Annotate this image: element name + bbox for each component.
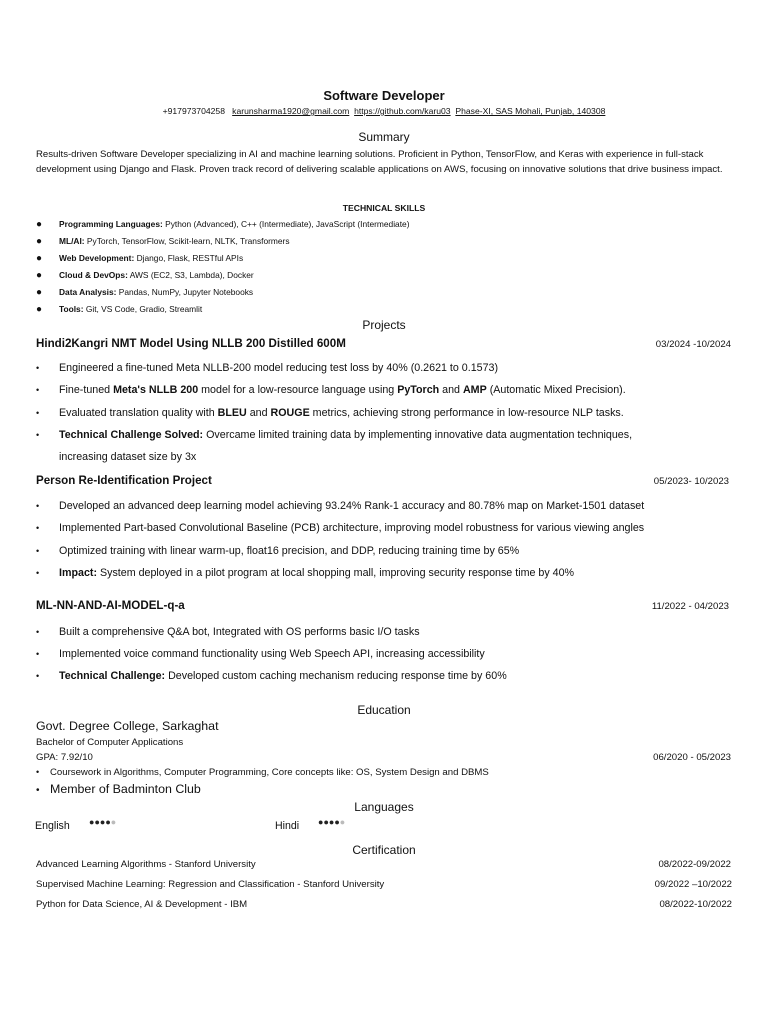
level-dot-icon: ● xyxy=(99,817,106,827)
bullet-icon: • xyxy=(36,523,40,533)
gpa: GPA: 7.92/10 xyxy=(36,752,93,763)
contact-line xyxy=(0,106,768,116)
bullet-icon: • xyxy=(36,785,40,796)
bullet-icon: • xyxy=(36,430,40,440)
skill-item: ● Data Analysis: Pandas, NumPy, Jupyter Notebooks xyxy=(36,287,254,298)
education-heading: Education xyxy=(357,703,411,717)
skills-heading: TECHNICAL SKILLS xyxy=(342,203,426,213)
bullet-icon: ● xyxy=(36,270,43,281)
languages-heading: Languages xyxy=(354,800,414,814)
skill-item: ● Tools: Git, VS Code, Gradio, Streamlit xyxy=(36,304,203,315)
certification-date: 08/2022-09/2022 xyxy=(658,859,731,870)
level-dot-icon: ● xyxy=(323,817,329,827)
skill-item: ● Cloud & DevOps: AWS (EC2, S3, Lambda), Docker xyxy=(36,270,254,281)
level-dot-icon: ● xyxy=(94,817,100,827)
bullet-icon: • xyxy=(36,546,40,556)
bullet-icon: ● xyxy=(36,304,43,315)
project-bullet: • Implemented Part-based Convolutional Baseline (PCB) architecture, improving model robustness for various viewing angles xyxy=(36,522,645,534)
bullet-icon: • xyxy=(36,627,40,637)
certification-name: Python for Data Science, AI & Development - IBM xyxy=(36,899,248,910)
summary-text: Results-driven Software Developer specializing in AI and machine learning solutions. Proficient in Python, TensorFlow, and Keras with experience in full-stack development using Django and Flask. Proven track record of delivering scalable applications on AWS, focusing on innovative solutions that drive business impact. xyxy=(36,149,723,175)
bullet-icon: ● xyxy=(36,236,43,247)
bullet-icon: • xyxy=(36,767,40,777)
project-date: 11/2022 - 04/2023 xyxy=(651,601,729,612)
bullet-icon: • xyxy=(36,385,40,395)
coursework-item: • Coursework in Algorithms, Computer Programming, Core concepts like: OS, System Design and DBMS xyxy=(36,767,489,778)
degree-name: Bachelor of Computer Applications xyxy=(36,737,184,748)
language-level-rating xyxy=(89,817,116,827)
certification-name: Supervised Machine Learning: Regression and Classification - Stanford University xyxy=(36,879,385,890)
bullet-icon: • xyxy=(36,671,40,681)
project-bullet: • Evaluated translation quality with BLEU and ROUGE metrics, achieving strong performance in low-resource NLP tasks. xyxy=(36,407,624,419)
project-bullet: • Developed an advanced deep learning model achieving 93.24% Rank-1 accuracy and 80.78% map on Market-1501 dataset xyxy=(36,500,645,512)
bullet-icon: • xyxy=(36,408,40,418)
project-title: Hindi2Kangri NMT Model Using NLLB 200 Distilled 600M xyxy=(36,337,346,350)
skill-item: ● ML/AI: PyTorch, TensorFlow, Scikit-learn, NLTK, Transformers xyxy=(36,236,290,247)
address-text: Phase-XI, SAS Mohali, Punjab, 140308 xyxy=(455,106,606,116)
level-dot-empty-icon: ● xyxy=(339,817,346,827)
project-bullet: • Technical Challenge Solved: Overcame limited training data by implementing innovative data augmentation techniques, xyxy=(36,429,633,441)
resume-title: Software Developer xyxy=(323,88,445,103)
bullet-icon: ● xyxy=(36,287,43,298)
project-bullet: • Impact: System deployed in a pilot program at local shopping mall, improving security response time by 40% xyxy=(36,567,575,579)
level-dot-icon: ● xyxy=(318,817,324,827)
bullet-icon: • xyxy=(36,649,40,659)
level-dot-icon: ● xyxy=(105,817,111,827)
level-dot-empty-icon: ● xyxy=(110,817,117,827)
level-dot-icon: ● xyxy=(89,817,95,827)
phone: +917973704258 xyxy=(162,106,225,116)
github-link[interactable]: https://github.com/karu03 xyxy=(354,106,451,116)
bullet-icon: • xyxy=(36,568,40,578)
language-level-rating xyxy=(318,817,345,827)
bullet-icon: ● xyxy=(36,219,43,230)
language-name: Hindi xyxy=(275,820,300,832)
project-bullet: • Fine-tuned Meta's NLLB 200 model for a low-resource language using PyTorch and AMP (Automatic Mixed Precision). xyxy=(36,384,626,396)
projects-heading: Projects xyxy=(362,318,406,332)
language-name: English xyxy=(35,820,70,832)
project-title: Person Re-Identification Project xyxy=(36,474,212,487)
level-dot-icon: ● xyxy=(328,817,335,827)
skill-item: ● Programming Languages: Python (Advanced), C++ (Intermediate), JavaScript (Intermediate) xyxy=(36,219,410,230)
certification-name: Advanced Learning Algorithms - Stanford University xyxy=(36,859,256,870)
skill-item: ● Web Development: Django, Flask, RESTful APIs xyxy=(36,253,244,264)
level-dot-icon: ● xyxy=(334,817,340,827)
certification-date: 09/2022 –10/2022 xyxy=(654,879,732,890)
club-item: • Member of Badminton Club xyxy=(36,782,201,796)
project-date: 05/2023- 10/2023 xyxy=(653,476,729,487)
project-bullet: • Technical Challenge: Developed custom caching mechanism reducing response time by 60% xyxy=(36,670,507,682)
project-title: ML-NN-AND-AI-MODEL-q-a xyxy=(36,599,185,612)
certification-date: 08/2022-10/2022 xyxy=(659,899,732,910)
project-date: 03/2024 -10/2024 xyxy=(655,339,731,350)
email-link[interactable]: karunsharma1920@gmail.com xyxy=(232,106,350,116)
education-date: 06/2020 - 05/2023 xyxy=(653,752,731,763)
project-bullet: • Implemented voice command functionality using Web Speech API, increasing accessibility xyxy=(36,648,485,660)
certification-heading: Certification xyxy=(352,843,416,857)
bullet-icon: ● xyxy=(36,253,43,264)
project-bullet: • Optimized training with linear warm-up, float16 precision, and DDP, reducing training time by 65% xyxy=(36,545,520,557)
project-bullet: • Built a comprehensive Q&A bot, Integrated with OS performs basic I/O tasks xyxy=(36,626,420,638)
project-bullet-continuation: increasing dataset size by 3x xyxy=(59,451,197,463)
school-name: Govt. Degree College, Sarkaghat xyxy=(36,719,219,733)
bullet-icon: • xyxy=(36,501,40,511)
bullet-icon: • xyxy=(36,363,40,373)
summary-heading: Summary xyxy=(358,130,410,144)
project-bullet: • Engineered a fine-tuned Meta NLLB-200 model reducing test loss by 40% (0.2621 to 0.1573) xyxy=(36,362,499,374)
